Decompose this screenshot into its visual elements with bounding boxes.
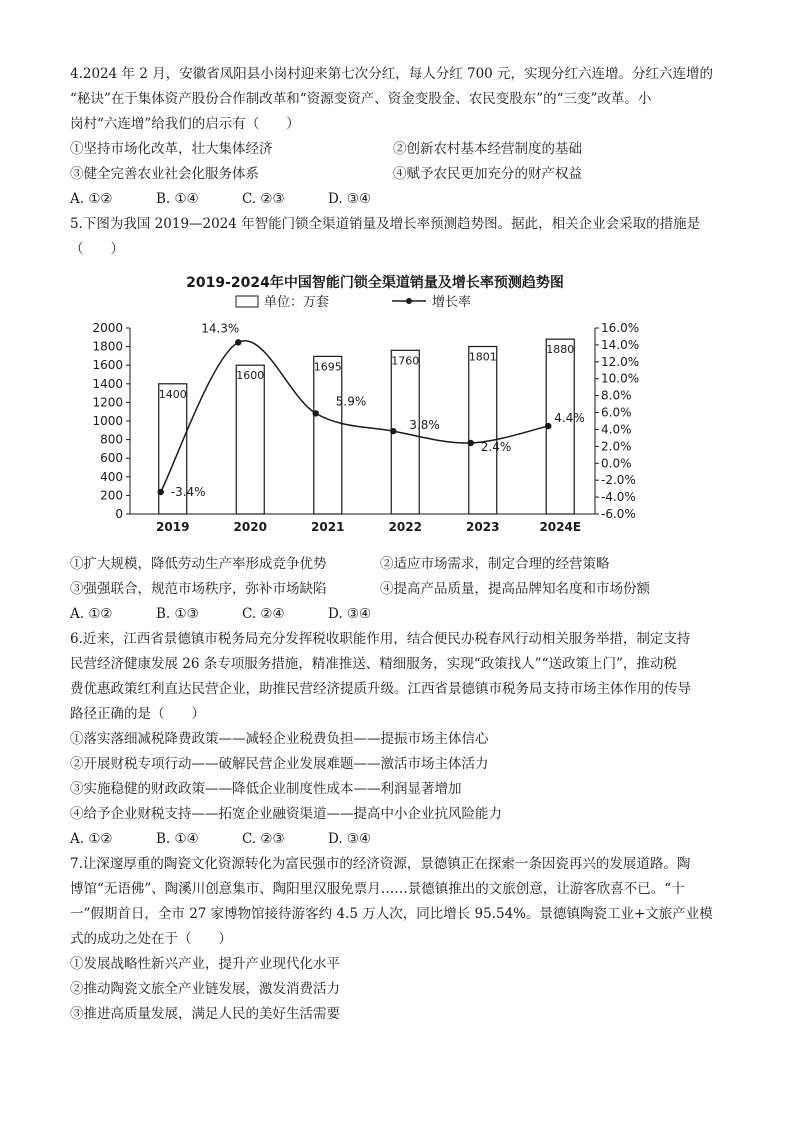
growth-label-2021: 5.9%	[335, 394, 367, 409]
growth-point-2019	[158, 489, 164, 495]
bar-label-2019: 1400	[158, 387, 187, 401]
bar-label-2023: 1801	[468, 350, 497, 364]
y-tick-label-left: 2000	[92, 321, 123, 335]
y-tick-label-right: 12.0%	[601, 354, 640, 369]
q7-option-1: ①发展战略性新兴产业，提升产业现代化水平	[70, 956, 340, 972]
q7-option-3: ③推进高质量发展，满足人民的美好生活需要	[70, 1006, 340, 1022]
growth-label-2022: 3.8%	[409, 418, 440, 433]
q6-stem-line1: 6.近来，江西省景德镇市税务局充分发挥税收职能作用，结合便民办税春风行动相关服务举措，制定支持	[70, 631, 691, 647]
y-tick-label-right: -4.0%	[601, 490, 636, 505]
q4-choice-c: C. ②③	[242, 191, 285, 207]
q5-choice-d: D. ③④	[328, 606, 372, 622]
q6-option-2: ②开展财税专项行动——破解民营企业发展难题——激活市场主体活力	[70, 756, 489, 772]
growth-point-2024E	[545, 423, 551, 429]
q4-choice-a: A. ①②	[70, 191, 113, 207]
y-tick-label-right: 10.0%	[601, 371, 640, 386]
growth-point-2020	[235, 339, 241, 345]
y-tick-label-left: 600	[100, 451, 123, 466]
q4-option-3: ③健全完善农业社会化服务体系	[70, 166, 259, 182]
y-tick-label-right: 16.0%	[601, 321, 640, 335]
q5-stem-line2: （ ）	[70, 241, 124, 257]
bar-2023	[469, 347, 497, 514]
bar-label-2024E: 1880	[546, 343, 575, 357]
y-tick-label-left: 800	[100, 432, 123, 447]
q7-stem-line3: 一”假期首日，全市 27 家博物馆接待游客约 4.5 万人次，同比增长 95.54%。景德镇陶瓷工业+文旅产业模	[70, 906, 713, 922]
y-tick-label-right: -2.0%	[601, 473, 636, 488]
y-tick-label-left: 1200	[92, 395, 123, 410]
q6-stem-line3: 费优惠政策红利直达民营企业，助推民营经济提质升级。江西省景德镇市税务局支持市场主体作用的传导	[70, 681, 691, 697]
q4-stem-line1: 4.2024 年 2 月，安徽省凤阳县小岗村迎来第七次分红，每人分红 700 元，实现分红六连增。分红六连增的	[70, 66, 714, 82]
q6-option-3: ③实施稳健的财政政策——降低企业制度性成本——利润显著增加	[70, 781, 462, 797]
x-tick-label-2022: 2022	[388, 520, 422, 534]
q4-option-1: ①坚持市场化改革，壮大集体经济	[70, 141, 273, 157]
q4-choice-b: B. ①④	[156, 191, 199, 207]
legend-line-label: 增长率	[432, 295, 472, 310]
q6-choice-d: D. ③④	[328, 831, 372, 847]
q6-choice-c: C. ②③	[242, 831, 285, 847]
y-tick-label-right: 14.0%	[601, 337, 640, 352]
q4-option-row1	[70, 139, 754, 159]
q6-choice-b: B. ①④	[156, 831, 199, 847]
q5-choice-a: A. ①②	[70, 606, 113, 622]
q4-stem-line3: 岗村“六连增”给我们的启示有（ ）	[70, 116, 300, 132]
q5-option-row1	[70, 554, 754, 574]
q5-option-2: ②适应市场需求，制定合理的经营策略	[380, 556, 610, 572]
q4-choices	[70, 189, 754, 209]
bar-2020	[236, 365, 264, 514]
bar-2021	[314, 356, 342, 514]
growth-label-2020: 14.3%	[201, 321, 240, 336]
q6-stem-line4: 路径正确的是（ ）	[70, 706, 205, 722]
q4-stem-line2: “秘诀”在于集体资产股份合作制改革和“资源变资产、资金变股金、农民变股东”的“三变”改革。小	[70, 91, 652, 107]
q5-option-1: ①扩大规模，降低劳动生产率形成竞争优势	[70, 556, 327, 572]
growth-point-2022	[390, 428, 396, 434]
q5-option-row2	[70, 579, 754, 599]
q5-stem-line1: 5.下图为我国 2019—2024 年智能门锁全渠道销量及增长率预测趋势图。据此，相关企业会采取的措施是	[70, 216, 701, 232]
q6-option-1: ①落实落细减税降费政策——减轻企业税费负担——提振市场主体信心	[70, 731, 489, 747]
q5-choice-b: B. ①③	[156, 606, 199, 622]
y-tick-label-right: 0.0%	[601, 456, 632, 471]
bar-label-2021: 1695	[313, 360, 342, 374]
x-tick-label-2019: 2019	[156, 520, 190, 534]
x-tick-label-2020: 2020	[233, 520, 267, 534]
x-tick-label-2024E: 2024E	[539, 520, 582, 534]
q6-choice-a: A. ①②	[70, 831, 113, 847]
growth-label-2024E: 4.4%	[554, 411, 585, 426]
y-tick-label-left: 0	[115, 507, 123, 521]
y-tick-label-right: 8.0%	[601, 388, 632, 403]
y-tick-label-left: 1400	[92, 376, 123, 391]
y-tick-label-left: 200	[100, 488, 123, 503]
y-tick-label-right: -6.0%	[601, 507, 636, 521]
q4-choice-d: D. ③④	[328, 191, 372, 207]
y-tick-label-left: 1800	[92, 339, 123, 354]
q4-option-2: ②创新农村基本经营制度的基础	[393, 141, 582, 157]
q7-stem-line4: 式的成功之处在于（ ）	[70, 931, 232, 947]
q6-choices	[70, 829, 754, 849]
q7-option-2: ②推动陶瓷文旅全产业链发展，激发消费活力	[70, 981, 340, 997]
bar-label-2022: 1760	[391, 354, 420, 368]
y-tick-label-right: 4.0%	[601, 422, 632, 437]
y-tick-label-left: 400	[100, 469, 123, 484]
growth-point-2023	[468, 440, 474, 446]
x-tick-label-2021: 2021	[311, 520, 345, 534]
bar-label-2020: 1600	[236, 369, 265, 383]
sales-growth-chart	[70, 265, 680, 535]
growth-point-2021	[313, 410, 319, 416]
q7-stem-line2: 博馆“无语佛”、陶溪川创意集市、陶阳里汉服免票月……景德镇推出的文旅创意，让游客欣喜不已。“十	[70, 881, 685, 897]
q4-option-4: ④赋予农民更加充分的财产权益	[393, 166, 582, 182]
y-tick-label-left: 1600	[92, 358, 123, 373]
q5-option-4: ④提高产品质量，提高品牌知名度和市场份额	[380, 581, 650, 597]
q6-stem-line2: 民营经济健康发展 26 条专项服务措施，精准推送、精细服务，实现“政策找人”“送政策上门”，推动税	[70, 656, 677, 672]
legend-line-marker	[406, 298, 412, 304]
legend-bar-swatch	[236, 296, 258, 307]
q5-choices	[70, 604, 754, 624]
y-tick-label-right: 6.0%	[601, 405, 632, 420]
legend-bar-label: 单位：万套	[264, 295, 330, 310]
growth-label-2019: -3.4%	[170, 485, 206, 500]
q5-choice-c: C. ②④	[242, 606, 285, 622]
chart-title: 2019-2024年中国智能门锁全渠道销量及增长率预测趋势图	[186, 275, 564, 291]
q6-option-4: ④给予企业财税支持——拓宽企业融资渠道——提高中小企业抗风险能力	[70, 806, 502, 822]
q5-option-3: ③强强联合，规范市场秩序，弥补市场缺陷	[70, 581, 327, 597]
growth-label-2023: 2.4%	[480, 439, 512, 454]
q4-option-row2	[70, 164, 754, 184]
x-tick-label-2023: 2023	[466, 520, 500, 534]
y-tick-label-left: 1000	[92, 414, 123, 428]
q7-stem-line1: 7.让深邃厚重的陶瓷文化资源转化为富民强市的经济资源，景德镇正在探索一条因瓷再兴的发展道路。陶	[70, 856, 691, 872]
y-tick-label-right: 2.0%	[601, 439, 632, 454]
